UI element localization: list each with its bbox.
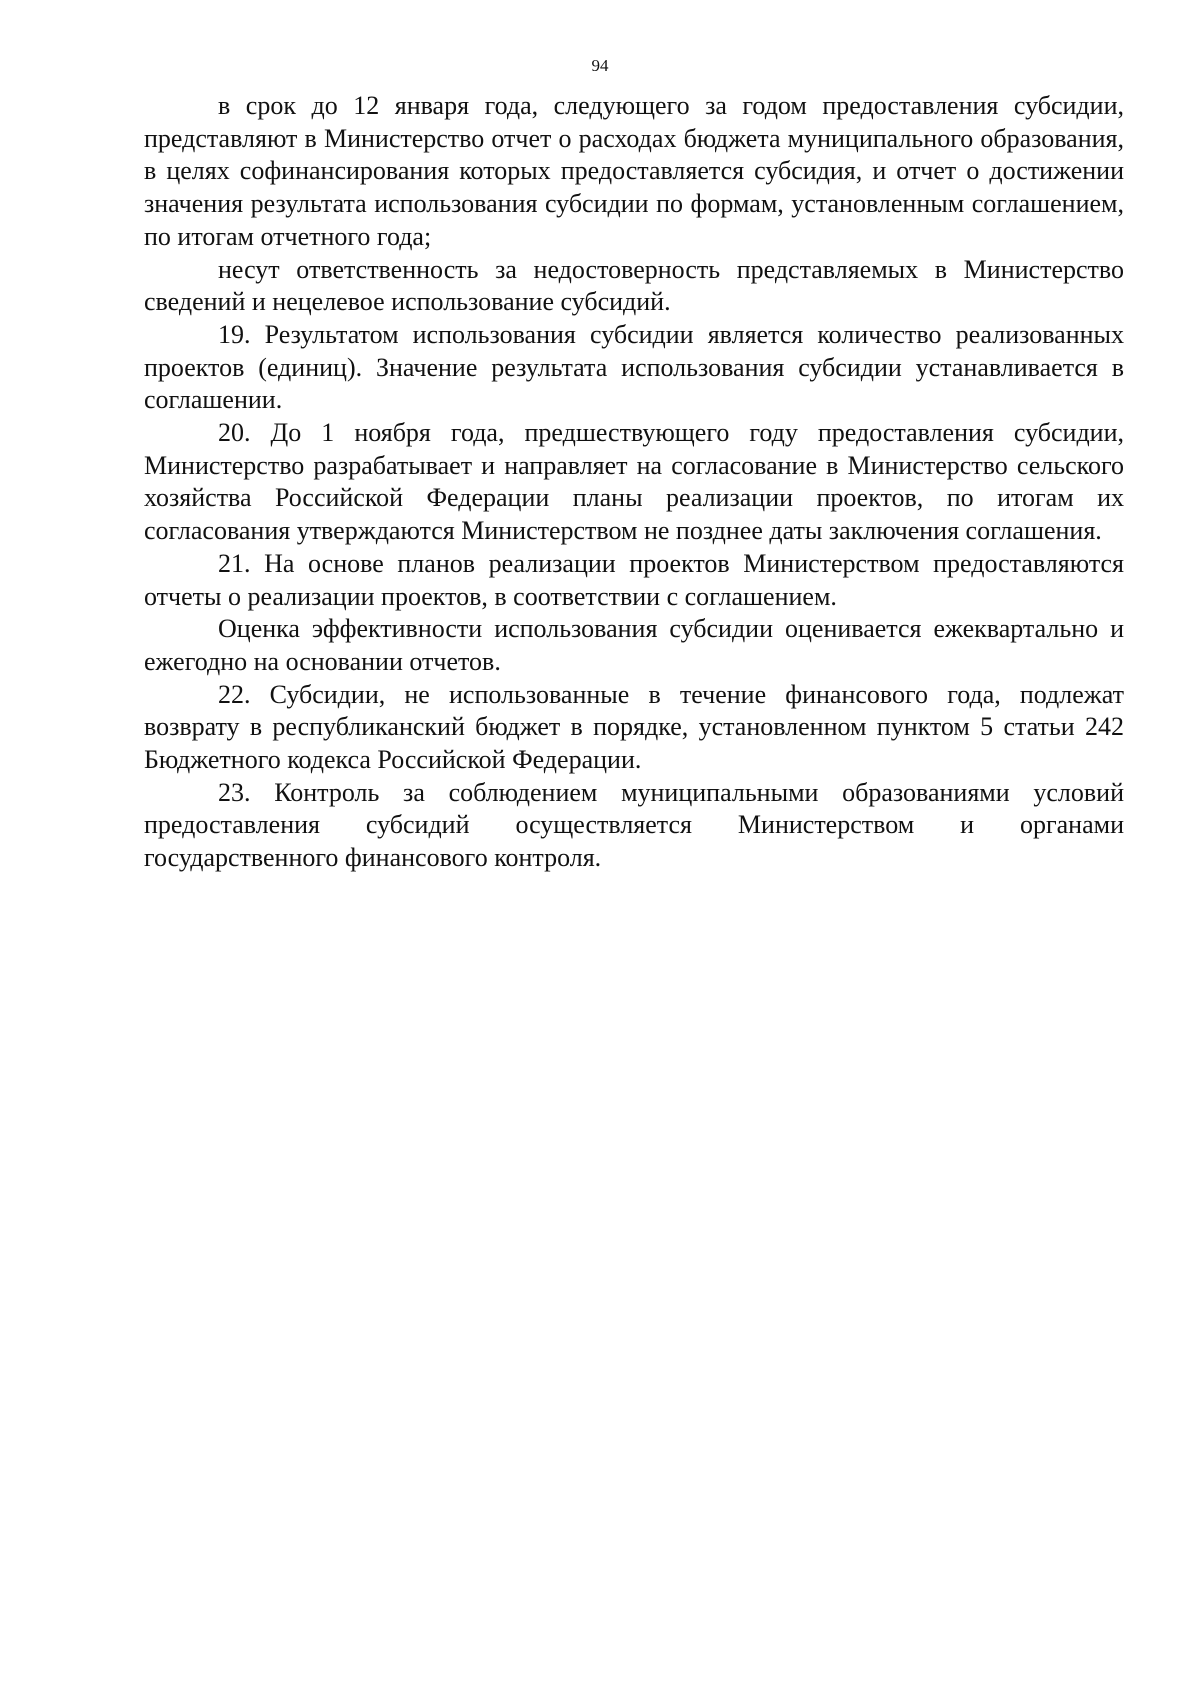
paragraph-clause-21: 21. На основе планов реализации проектов Министерством предоставляются отчеты о реализации проектов, в соответствии с соглашением. [144, 548, 1124, 611]
page-number: 94 [591, 56, 609, 75]
paragraph-clause-19: 19. Результатом использования субсидии является количество реализованных проектов (единиц). Значение результата использования субсидии устанавливается в соглашении. [144, 319, 1124, 415]
paragraph-responsibility: несут ответственность за недостоверность представляемых в Министерство сведений и нецелевое использование субсидий. [144, 254, 1124, 317]
paragraph-report-deadline: в срок до 12 января года, следующего за годом предоставления субсидии, представляют в Министерство отчет о расходах бюджета муниципального образования, в целях софинансирования которых предоставляется субсидия, и отчет о достижении значения результата использования субсидии по формам, установленным соглашением, по итогам отчетного года; [144, 91, 1124, 251]
paragraph-efficiency-assessment: Оценка эффективности использования субсидии оценивается ежеквартально и ежегодно на основании отчетов. [144, 614, 1124, 676]
document-body [144, 90, 1124, 875]
paragraph-clause-22: 22. Субсидии, не использованные в течение финансового года, подлежат возврату в республиканский бюджет в порядке, установленном пунктом 5 статьи 242 Бюджетного кодекса Российской Федерации. [144, 679, 1124, 775]
paragraph-clause-20: 20. До 1 ноября года, предшествующего году предоставления субсидии, Министерство разрабатывает и направляет на согласование в Министерство сельского хозяйства Российской Федерации планы реализации проектов, по итогам их согласования утверждаются Министерством не позднее даты заключения соглашения. [144, 418, 1124, 546]
paragraph-clause-23: 23. Контроль за соблюдением муниципальными образованиями условий предоставления субсидий осуществляется Министерством и органами государственного финансового контроля. [144, 777, 1124, 873]
